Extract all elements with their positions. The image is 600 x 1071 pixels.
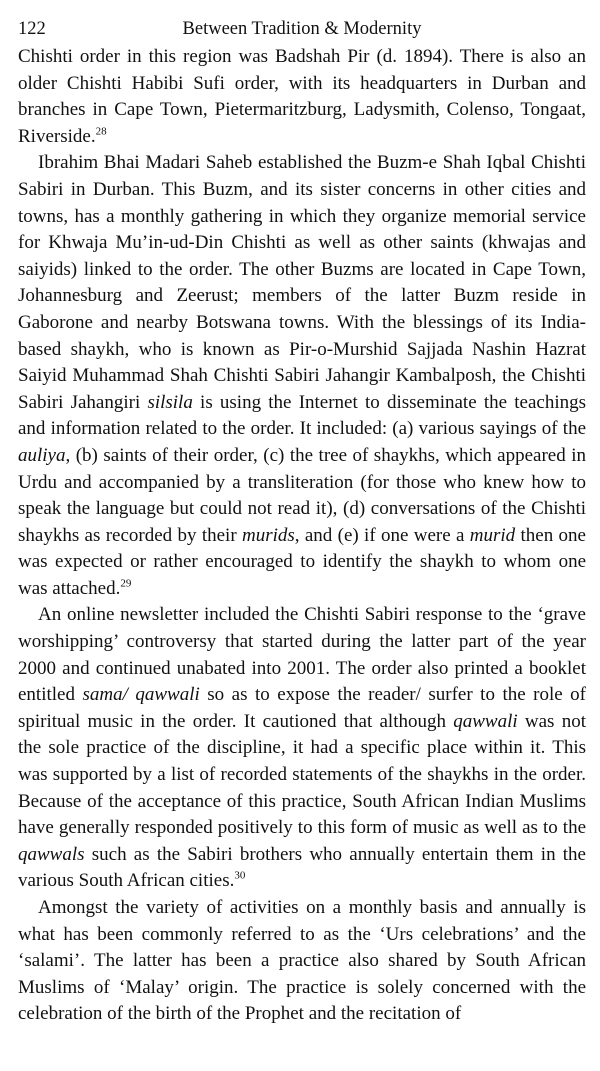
paragraph (18, 150, 586, 602)
text-segment: then one was expected or rather encouraged to identify the shaykh to whom one was attached. (18, 524, 586, 599)
footnote-marker: 28 (95, 125, 107, 138)
text-segment: An online newsletter included the Chishti Sabiri response to the ‘grave worshipping’ controversy that started during the latter part of the year 2000 and continued unabated into 2001. The order also printed a booklet entitled (18, 604, 586, 706)
italic-term: qawwals (18, 843, 85, 865)
italic-term: auliya (18, 444, 66, 466)
italic-term: silsila (147, 391, 193, 413)
running-head: Between Tradition & Modernity (182, 19, 422, 39)
text-segment: , (b) saints of their order, (c) the tree of shaykhs, which appeared in Urdu and accompanied by a transliteration (for those who knew how to speak the language but could not read it), (d) conversations of the Chishti shaykhs as recorded by their (18, 444, 586, 546)
footnote-marker: 29 (120, 577, 132, 590)
italic-term: murid (469, 524, 516, 546)
paragraph (18, 44, 586, 150)
text-segment: Chishti order in this region was Badshah Pir (d. 1894). There is also an older Chishti Habibi Sufi order, with its headquarters in Durban and branches in Cape Town, Pietermaritzburg, Ladysmith, Colenso, Tongaat, Riverside. (18, 46, 586, 147)
text-segment: , and (e) if one were a (294, 524, 470, 546)
page-header (18, 16, 586, 42)
italic-term: murids (241, 524, 295, 546)
footnote-marker: 30 (234, 870, 246, 883)
text-segment: is using the Internet to disseminate the teachings and information related to the order. It included: (a) various sayings of the (18, 391, 586, 440)
italic-term: sama/ qawwali (82, 684, 200, 706)
page-number: 122 (18, 19, 46, 39)
body-text (18, 44, 586, 1028)
text-segment: so as to expose the reader/ surfer to the role of spiritual music in the order. It cautioned that although (18, 684, 586, 732)
text-segment: such as the Sabiri brothers who annually entertain them in the various South African cities. (18, 843, 586, 892)
paragraph (18, 602, 586, 895)
text-segment: Amongst the variety of activities on a monthly basis and annually is what has been commonly referred to as the ‘Urs celebrations’ and the ‘salami’. The latter has been a practice also shared by South African Muslims of ‘Malay’ origin. The practice is solely concerned with the celebration of the birth of the Prophet and the recitation of (18, 897, 586, 1025)
text-segment: was not the sole practice of the discipline, it had a specific place within it. This was supported by a list of recorded statements of the shaykhs in the order. Because of the acceptance of this practice, South African Indian Muslims have generally responded positively to this form of music as well as to the (18, 710, 586, 839)
text-segment: Ibrahim Bhai Madari Saheb established the Buzm-e Shah Iqbal Chishti Sabiri in Durban. This Buzm, and its sister concerns in other cities and towns, has a monthly gathering in which they organize memorial service for Khwaja Mu’in-ud-Din Chishti as well as other saints (khwajas and saiyids) linked to the order. The other Buzms are located in Cape Town, Johannesburg and Zeerust; members of the latter Buzm reside in Gaborone and nearby Botswana towns. With the blessings of its India-based shaykh, who is known as Pir-o-Murshid Sajjada Nashin Hazrat Saiyid Muhammad Shah Chishti Sabiri Jahangir Kambalposh, the Chishti Sabiri Jahangiri (18, 152, 586, 413)
italic-term: qawwali (453, 710, 518, 732)
paragraph (18, 895, 586, 1028)
